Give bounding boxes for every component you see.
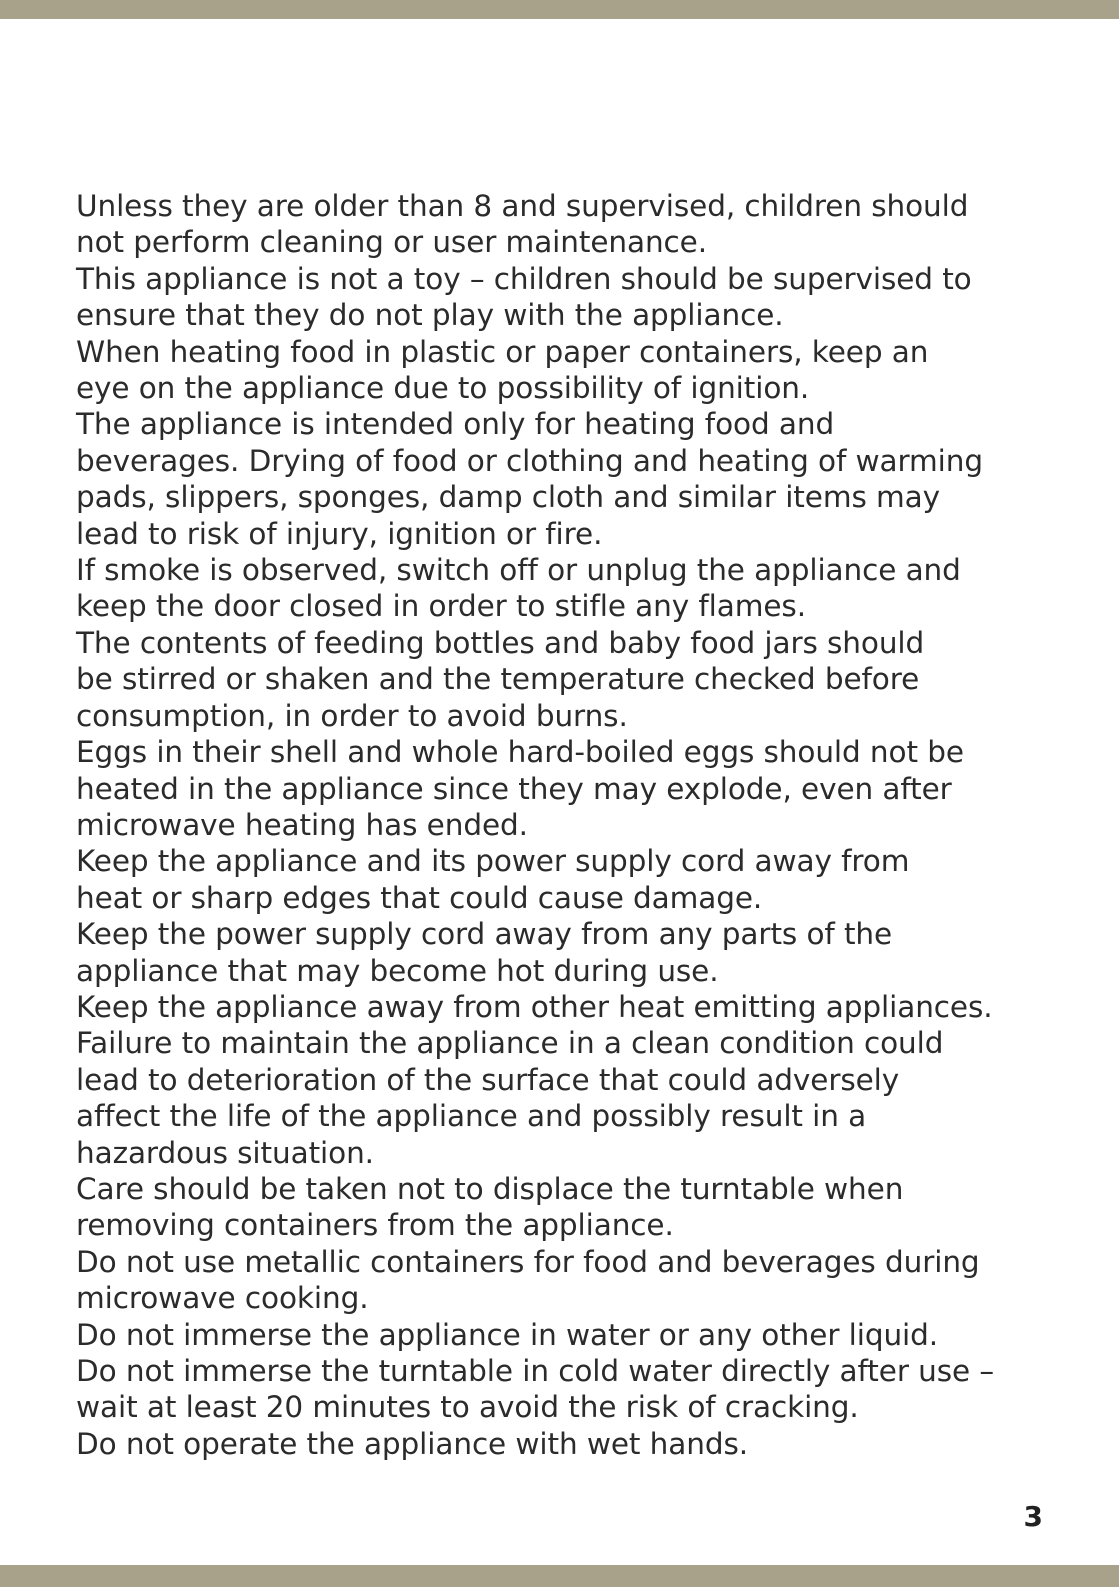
bottom-decorative-band: [0, 1565, 1119, 1587]
instruction-line: hazardous situation.: [76, 1135, 374, 1170]
instruction-paragraph: [76, 1244, 1076, 1317]
instruction-line: lead to risk of injury, ignition or fire.: [76, 516, 603, 551]
instruction-line: Do not use metallic containers for food and beverages during: [76, 1244, 980, 1279]
instruction-paragraph: [76, 843, 1076, 916]
instruction-line: Eggs in their shell and whole hard-boiled eggs should not be: [76, 735, 964, 770]
instruction-line: beverages. Drying of food or clothing and heating of warming: [76, 443, 984, 478]
instruction-line: Unless they are older than 8 and supervised, children should: [76, 189, 969, 223]
instruction-paragraph: [76, 625, 1076, 734]
instruction-line: Keep the appliance away from other heat emitting appliances.: [76, 989, 993, 1024]
instruction-paragraph: [76, 406, 1076, 552]
instruction-paragraph: [76, 1025, 1076, 1171]
instruction-line: The contents of feeding bottles and baby food jars should: [76, 625, 925, 660]
instruction-paragraph: [76, 734, 1076, 843]
instruction-line: be stirred or shaken and the temperature checked before: [76, 662, 920, 697]
instruction-line: Do not immerse the turntable in cold water directly after use –: [76, 1354, 994, 1388]
instruction-line: heat or sharp edges that could cause damage.: [76, 880, 763, 915]
instruction-line: Keep the appliance and its power supply cord away from: [76, 844, 910, 879]
safety-instructions-body: [76, 188, 1076, 1462]
instruction-paragraph: [76, 188, 1076, 261]
instruction-line: This appliance is not a toy – children should be supervised to: [76, 261, 972, 296]
instruction-line: Do not operate the appliance with wet hands.: [76, 1426, 749, 1461]
instruction-line: When heating food in plastic or paper containers, keep an: [76, 334, 929, 369]
instruction-line: Do not immerse the appliance in water or any other liquid.: [76, 1317, 939, 1352]
instruction-line: microwave cooking.: [76, 1281, 369, 1316]
instruction-line: Keep the power supply cord away from any parts of the: [76, 917, 893, 952]
instruction-line: affect the life of the appliance and possibly result in a: [76, 1099, 867, 1134]
page-number: 3: [1023, 1500, 1043, 1533]
instruction-line: keep the door closed in order to stifle any flames.: [76, 589, 806, 624]
instruction-paragraph: [76, 1317, 1076, 1353]
instruction-line: eye on the appliance due to possibility of ignition.: [76, 371, 810, 406]
instruction-line: Care should be taken not to displace the turntable when: [76, 1171, 904, 1206]
instruction-line: The appliance is intended only for heating food and: [76, 407, 835, 442]
instruction-line: heated in the appliance since they may explode, even after: [76, 771, 952, 806]
top-decorative-band: [0, 0, 1119, 19]
instruction-line: If smoke is observed, switch off or unplug the appliance and: [76, 553, 961, 588]
instruction-line: not perform cleaning or user maintenance.: [76, 225, 708, 260]
instruction-paragraph: [76, 1426, 1076, 1462]
instruction-paragraph: [76, 1171, 1076, 1244]
instruction-line: lead to deterioration of the surface that could adversely: [76, 1062, 900, 1097]
instruction-paragraph: [76, 552, 1076, 625]
instruction-line: removing containers from the appliance.: [76, 1208, 674, 1243]
instruction-paragraph: [76, 334, 1076, 407]
instruction-line: consumption, in order to avoid burns.: [76, 698, 628, 733]
instruction-line: appliance that may become hot during use.: [76, 953, 719, 988]
instruction-paragraph: [76, 989, 1076, 1025]
instruction-line: wait at least 20 minutes to avoid the risk of cracking.: [76, 1390, 859, 1425]
instruction-paragraph: [76, 261, 1076, 334]
instruction-line: pads, slippers, sponges, damp cloth and similar items may: [76, 480, 940, 515]
instruction-line: Failure to maintain the appliance in a clean condition could: [76, 1026, 944, 1061]
instruction-line: microwave heating has ended.: [76, 807, 528, 842]
instruction-line: ensure that they do not play with the appliance.: [76, 298, 784, 333]
instruction-paragraph: [76, 916, 1076, 989]
instruction-paragraph: [76, 1353, 1076, 1426]
